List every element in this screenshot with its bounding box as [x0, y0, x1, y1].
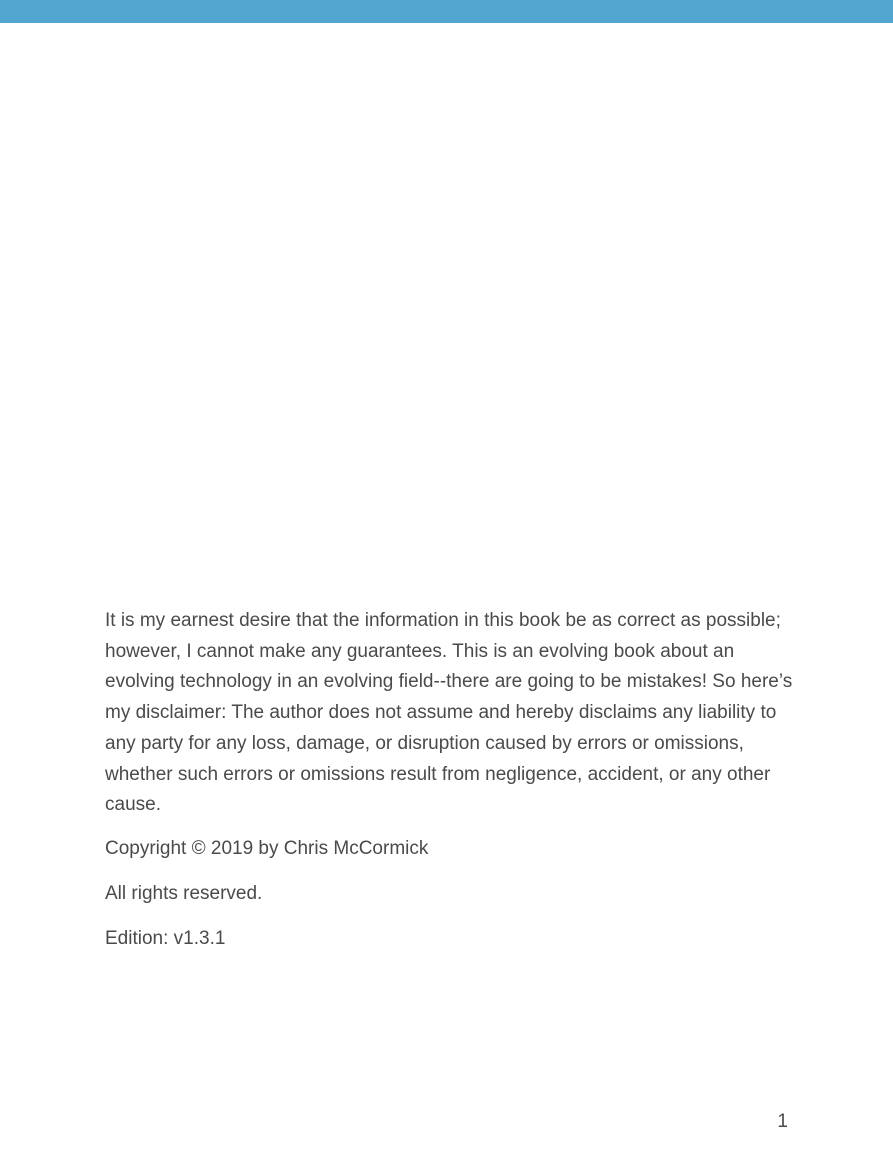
edition-label: Edition: v1.3.1 [105, 927, 226, 949]
page-number: 1 [777, 1111, 788, 1132]
disclaimer-paragraph: It is my earnest desire that the information in this book be as correct as possible; however, I cannot make any guarantees. This is an evolving book about an evolving technology in an evolving field--there are going to be mistakes! So here’s my disclaimer: The author does not assume and hereby disclaims any liability to any party for any loss, damage, or disruption caused by errors or omissions, whether such errors or omissions result from negligence, accident, or any other cause. [105, 610, 793, 816]
copyright-notice: Copyright © 2019 by Chris McCormick [105, 837, 429, 859]
rights-notice: All rights reserved. [105, 882, 263, 904]
header-accent-bar [0, 0, 893, 23]
copyright-section [105, 606, 795, 969]
